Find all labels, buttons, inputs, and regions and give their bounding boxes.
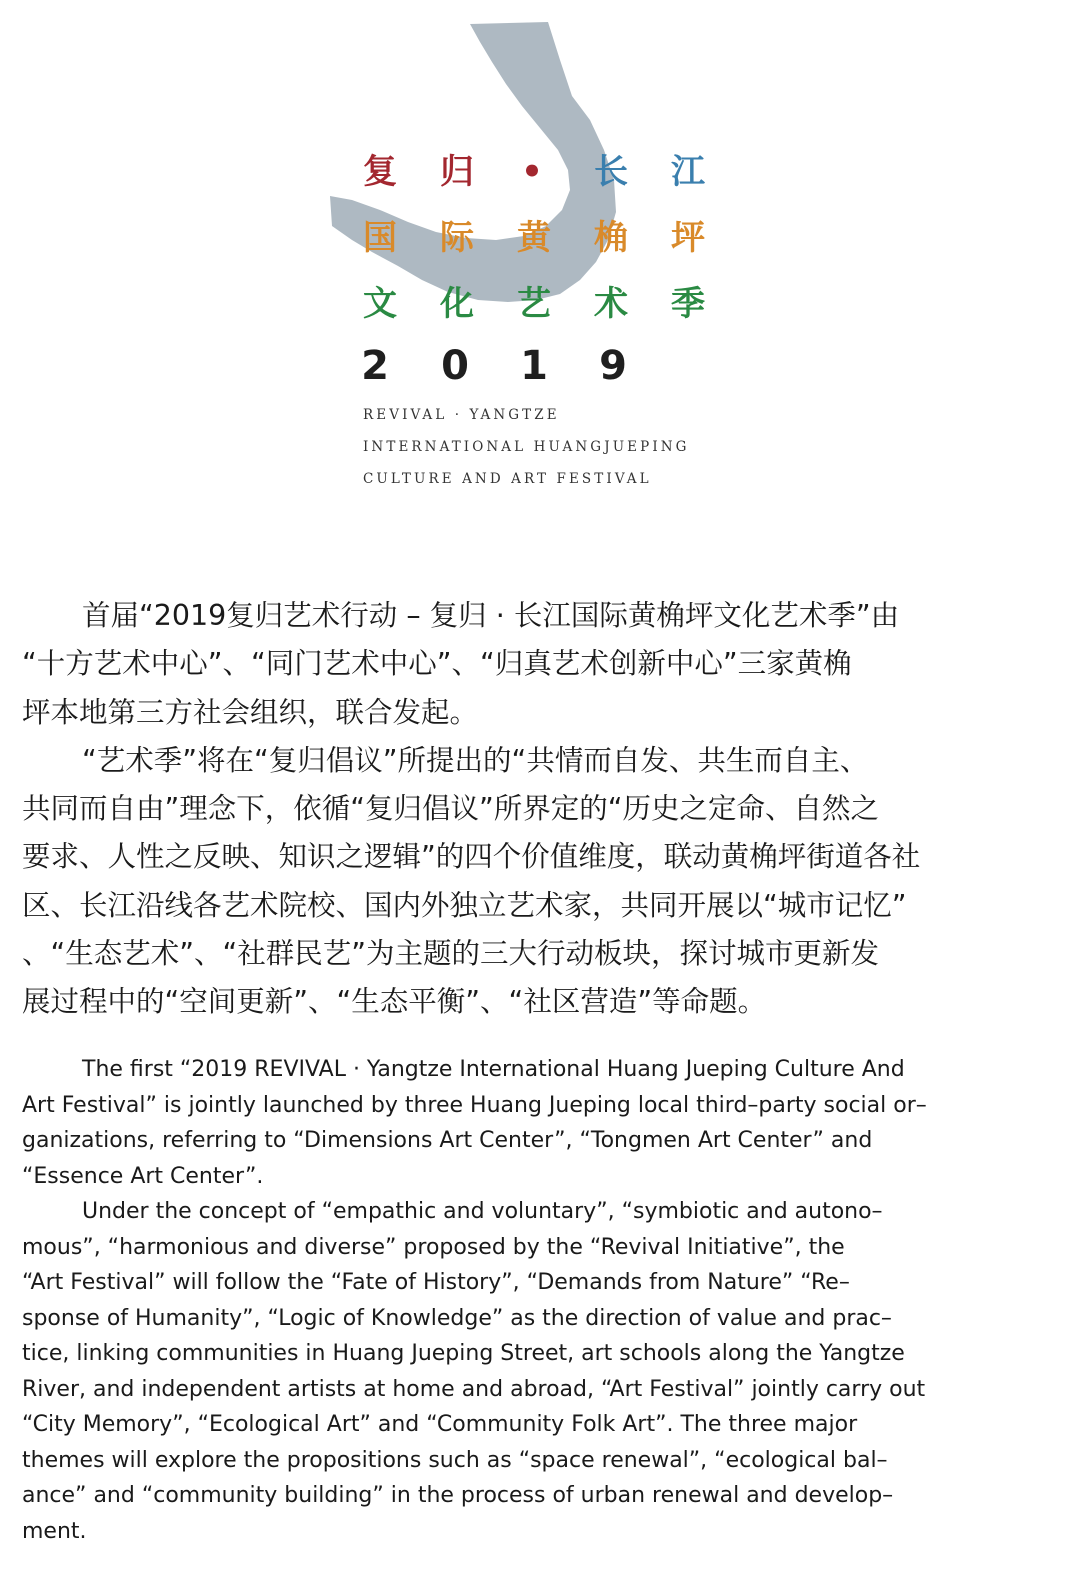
en-line: ment. — [22, 1518, 87, 1544]
en-line: Art Festival” is jointly launched by three Huang Jueping local third–party social or– — [22, 1092, 927, 1118]
logo-char-gui: 归 — [440, 152, 474, 192]
logo-en-line-2: INTERNATIONAL HUANGJUEPING — [363, 439, 690, 455]
logo-char-hua: 化 — [440, 284, 474, 324]
en-line: ganizations, referring to “Dimensions Art Center”, “Tongmen Art Center” and — [22, 1128, 873, 1153]
cn-line: 要求、人性之反映、知识之逻辑”的四个价值维度，联动黄桷坪街道各社 — [22, 840, 921, 874]
cn-line: 坪本地第三方社会组织，联合发起。 — [22, 695, 479, 729]
logo-year-digit-1: 2 — [361, 343, 389, 389]
logo-year-digit-4: 9 — [599, 343, 627, 389]
en-line: “Art Festival” will follow the “Fate of History”, “Demands from Nature” “Re– — [22, 1270, 850, 1295]
en-line: mous”, “harmonious and diverse” proposed by the “Revival Initiative”, the — [22, 1234, 845, 1260]
logo-char-wen: 文 — [363, 284, 397, 324]
cn-line: 展过程中的“空间更新”、“生态平衡”、“社区营造”等命题。 — [22, 985, 767, 1019]
cn-line: 共同而自由”理念下，依循“复归倡议”所界定的“历史之定命、自然之 — [22, 792, 880, 826]
en-line: themes will explore the propositions such as “space renewal”, “ecological bal– — [22, 1447, 888, 1473]
logo-dot: • — [521, 152, 543, 192]
cn-line: “艺术季”将在“复归倡议”所提出的“共情而自发、共生而自主、 — [82, 743, 869, 777]
en-line: ance” and “community building” in the process of urban renewal and develop– — [22, 1483, 894, 1508]
en-line: The first “2019 REVIVAL · Yangtze International Huang Jueping Culture And — [82, 1057, 905, 1082]
en-line: tice, linking communities in Huang Jueping Street, art schools along the Yangtze — [22, 1341, 905, 1366]
logo-en-line-1: REVIVAL · YANGTZE — [363, 407, 560, 423]
logo-char-shu: 术 — [594, 284, 628, 324]
en-line: River, and independent artists at home and abroad, “Art Festival” jointly carry out — [22, 1376, 926, 1402]
logo-char-ping: 坪 — [671, 218, 705, 258]
logo-char-fu: 复 — [363, 152, 397, 192]
cn-line: 区、长江沿线各艺术院校、国内外独立艺术家，共同开展以“城市记忆” — [22, 888, 907, 922]
english-description — [22, 1052, 1062, 1549]
logo-char-jiang: 江 — [671, 152, 705, 192]
en-line: “Essence Art Center”. — [22, 1163, 264, 1189]
logo-en-line-3: CULTURE AND ART FESTIVAL — [363, 471, 652, 487]
cn-line: 、“生态艺术”、“社群民艺”为主题的三大行动板块，探讨城市更新发 — [22, 937, 880, 971]
logo-char-ji: 际 — [440, 218, 474, 258]
cn-line: 首届“2019复归艺术行动 – 复归 · 长江国际黄桷坪文化艺术季”由 — [82, 599, 900, 632]
logo-char-yi: 艺 — [517, 284, 551, 324]
en-line: Under the concept of “empathic and voluntary”, “symbiotic and autono– — [82, 1199, 883, 1224]
en-line: “City Memory”, “Ecological Art” and “Community Folk Art”. The three major — [22, 1412, 858, 1437]
cn-line: “十方艺术中心”、“同门艺术中心”、“归真艺术创新中心”三家黄桷 — [22, 647, 852, 681]
en-line: sponse of Humanity”, “Logic of Knowledge” as the direction of value and prac– — [22, 1305, 892, 1331]
logo-char-huang: 黄 — [517, 218, 551, 258]
logo-char-ji-season: 季 — [671, 284, 705, 324]
festival-logo — [0, 0, 1080, 560]
chinese-description — [22, 592, 1052, 1027]
logo-char-guo: 国 — [363, 218, 397, 258]
logo-char-jue: 桷 — [594, 218, 628, 258]
logo-char-chang: 长 — [594, 152, 628, 192]
logo-year-digit-3: 1 — [520, 343, 548, 389]
logo-year-digit-2: 0 — [441, 343, 469, 389]
